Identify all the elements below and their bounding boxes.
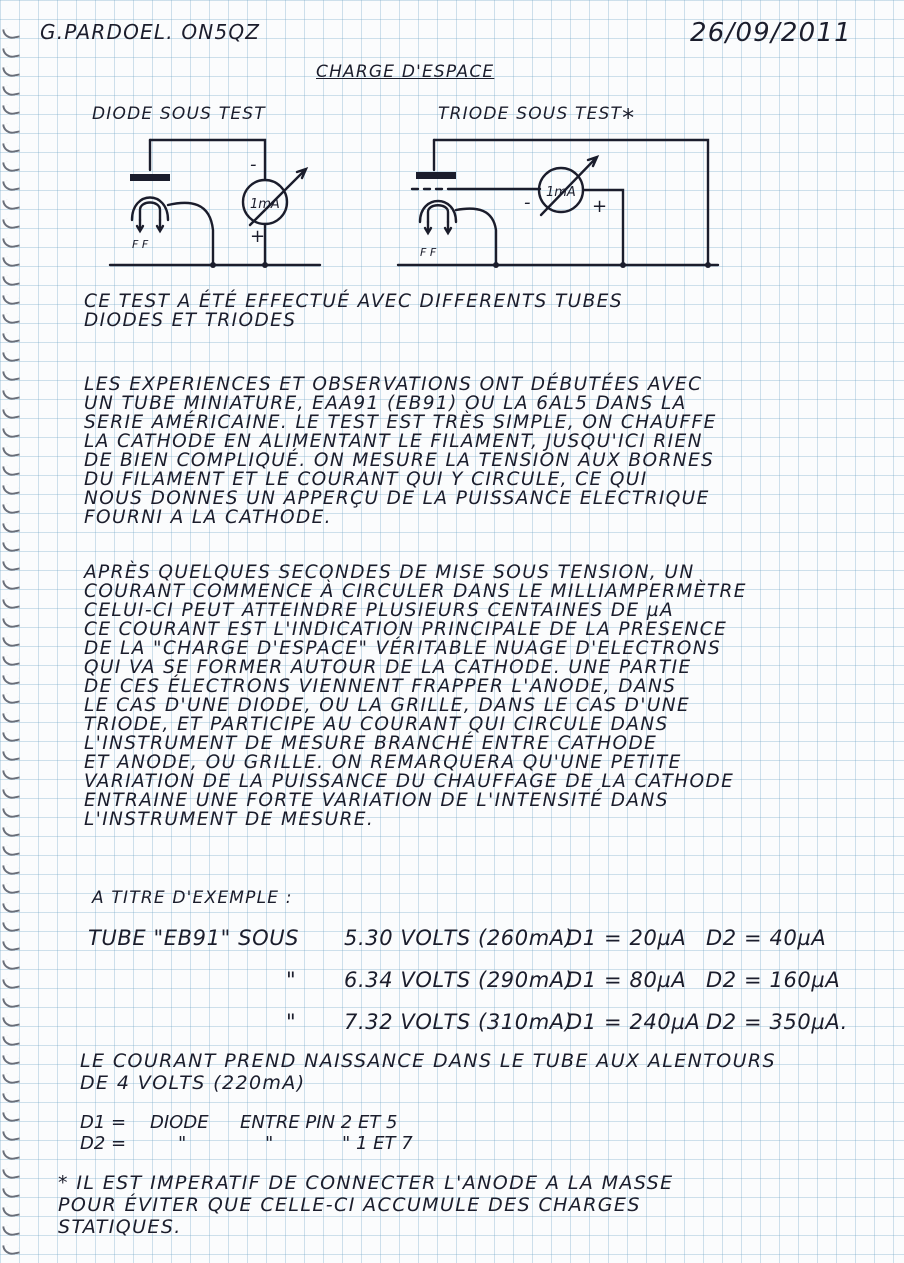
spiral-ring [2, 711, 20, 725]
spiral-ring [2, 578, 20, 592]
example-d2: D2 = 350µA. [706, 1010, 848, 1034]
author-name: G.PARDOEL. ON5QZ [40, 20, 261, 44]
spiral-ring [2, 559, 20, 573]
spiral-ring [2, 198, 20, 212]
spiral-ring [2, 27, 20, 41]
spiral-ring [2, 502, 20, 516]
filament-label: F F [420, 246, 437, 259]
triode-schematic [398, 130, 728, 270]
spiral-ring [2, 616, 20, 630]
spiral-ring [2, 901, 20, 915]
spiral-ring [2, 1129, 20, 1143]
spiral-ring [2, 122, 20, 136]
intro-paragraph: CE TEST A ÉTÉ EFFECTUÉ AVEC DIFFERENTS TUBES DIODES ET TRIODES [84, 291, 623, 331]
meter-label: 1mA [546, 185, 576, 200]
spiral-ring [2, 749, 20, 763]
spiral-ring [2, 825, 20, 839]
spiral-ring [2, 388, 20, 402]
spiral-ring [2, 84, 20, 98]
anode-plate [416, 172, 456, 179]
spiral-ring [2, 426, 20, 440]
meter-minus: - [250, 154, 257, 175]
spiral-ring [2, 46, 20, 60]
spiral-ring [2, 1243, 20, 1257]
spiral-ring [2, 407, 20, 421]
anode-plate [130, 174, 170, 181]
filament-label: F F [132, 238, 149, 251]
spiral-ring [2, 65, 20, 79]
notebook-page: G.PARDOEL. ON5QZ 26/09/2011 CHARGE D'ESPACE DIODE SOUS TEST TRIODE SOUS TEST* 1mA - + F F 1mA - + F F CE TEST A ÉTÉ EFFECTUÉ AVEC DIFFERENTS TUBES DIODES ET TRIODES LES EXPERIENCES ET OBSERVATIONS ONT DÉBUTÉES AVEC UN TUBE MINIATURE, EAA91 (EB91) OU LA 6AL5 DANS LA SERIE AMÉRICAINE. LE TEST EST TRÈS SIMPLE, ON CHAUFFE LA CATHODE EN ALIMENTANT LE FILAMENT, JUSQU'ICI RIEN DE BIEN COMPLIQUÉ. ON MESURE LA TENSION AUX BORNES DU FILAMENT ET LE COURANT QUI Y CIRCULE, CE QUI NOUS DONNES UN APPERÇU DE LA PUISSANCE ELECTRIQUE FOURNI A LA CATHODE. APRÈS QUELQUES SECONDES DE MISE SOUS TENSION, UN COURANT COMMENCE À CIRCULER DANS LE MILLIAMPERMÈTRE CELUI-CI PEUT ATTEINDRE PLUSIEURS CENTAINES DE µA CE COURANT EST L'INDICATION PRINCIPALE DE LA PRESENCE DE LA "CHARGE D'ESPACE" VÉRITABLE NUAGE D'ELECTRONS QUI VA SE FORMER AUTOUR DE LA CATHODE. UNE PARTIE DE CES ÉLECTRONS VIENNENT FRAPPER L'ANODE, DANS LE CAS D'UNE DIODE, OU LA GRILLE, DANS LE CAS D'UNE TRIODE, ET PARTICIPE AU COURANT QUI CIRCULE DANS L'INSTRUMENT DE MESURE BRANCHÉ ENTRE CATHODE ET ANODE, OU GRILLE. ON REMARQUERA QU'UNE PETITE VARIATION DE LA PUISSANCE DU CHAUFFAGE DE LA CATHODE ENTRAINE UNE FORTE VARIATION DE L'INTENSITÉ DANS L'INSTRUMENT DE MESURE. A TITRE D'EXEMPLE : TUBE "EB91" SOUS 5.30 VOLTS (260mA) D1 = 20µA D2 = 40µA " 6.34 VOLTS (290mA) D1 = 80µA D2 = 160µA " 7.32 VOLTS (310mA) D1 = 240µA D2 = 350µA. LE COURANT PREND NAISSANCE DANS LE TUBE AUX ALENTOURS DE 4 VOLTS (220mA) D1 = DIODE ENTRE PIN 2 ET 5 D2 = " " " 1 ET 7 * IL EST IMPERATIF DE CONNECTER L'ANODE A LA MASSE POUR ÉVITER QUE CELLE-CI ACCUMULE DES CHARGES STATIQUES. [0, 0, 904, 1263]
experiment-paragraph: LES EXPERIENCES ET OBSERVATIONS ONT DÉBUTÉES AVEC UN TUBE MINIATURE, EAA91 (EB91) OU LA 6AL5 DANS LA SERIE AMÉRICAINE. LE TEST EST TRÈS SIMPLE, ON CHAUFFE LA CATHODE EN ALIMENTANT LE FILAMENT, JUSQU'ICI RIEN DE BIEN COMPLIQUÉ. ON MESURE LA TENSION AUX BORNES DU FILAMENT ET LE COURANT QUI Y CIRCULE, CE QUI NOUS DONNES UN APPERÇU DE LA PUISSANCE ELECTRIQUE FOURNI A LA CATHODE. [84, 374, 717, 528]
example-d1: D1 = 80µA [566, 968, 687, 992]
example-prefix: TUBE "EB91" SOUS [88, 926, 300, 950]
diode-diagram-label: DIODE SOUS TEST [92, 104, 266, 124]
spiral-binding [0, 0, 28, 1263]
example-heading: A TITRE D'EXEMPLE : [92, 888, 293, 908]
spiral-ring [2, 274, 20, 288]
spiral-ring [2, 255, 20, 269]
asterisk-mark: * [622, 104, 636, 132]
spiral-ring [2, 331, 20, 345]
meter-label: 1mA [250, 197, 280, 212]
example-d1: D1 = 240µA [566, 1010, 701, 1034]
example-voltage: 7.32 VOLTS (310mA) [344, 1010, 574, 1034]
spiral-ring [2, 939, 20, 953]
example-prefix: " [286, 1010, 297, 1034]
spiral-ring [2, 350, 20, 364]
spiral-ring [2, 1053, 20, 1067]
spiral-ring [2, 521, 20, 535]
spiral-ring [2, 1167, 20, 1181]
spiral-ring [2, 1186, 20, 1200]
spiral-ring [2, 597, 20, 611]
diode-schematic [110, 130, 330, 270]
meter-minus: - [524, 192, 531, 213]
spiral-ring [2, 1072, 20, 1086]
spiral-ring [2, 882, 20, 896]
footnote-paragraph: * IL EST IMPERATIF DE CONNECTER L'ANODE A LA MASSE POUR ÉVITER QUE CELLE-CI ACCUMULE DES CHARGES STATIQUES. [58, 1172, 674, 1238]
spiral-ring [2, 654, 20, 668]
spiral-ring [2, 1110, 20, 1124]
spiral-ring [2, 103, 20, 117]
spiral-ring [2, 768, 20, 782]
example-voltage: 6.34 VOLTS (290mA) [344, 968, 574, 992]
spiral-ring [2, 1205, 20, 1219]
spiral-ring [2, 540, 20, 554]
example-prefix: " [286, 968, 297, 992]
example-d2: D2 = 40µA [706, 926, 827, 950]
spiral-ring [2, 1148, 20, 1162]
spiral-ring [2, 1091, 20, 1105]
spiral-ring [2, 141, 20, 155]
spiral-ring [2, 483, 20, 497]
spiral-ring [2, 806, 20, 820]
page-title: CHARGE D'ESPACE [316, 62, 495, 82]
spiral-ring [2, 1034, 20, 1048]
onset-paragraph: LE COURANT PREND NAISSANCE DANS LE TUBE AUX ALENTOURS DE 4 VOLTS (220mA) [80, 1050, 776, 1094]
spiral-ring [2, 863, 20, 877]
triode-diagram-label: TRIODE SOUS TEST* [438, 104, 636, 132]
spiral-ring [2, 673, 20, 687]
example-d2: D2 = 160µA [706, 968, 841, 992]
meter-plus: + [250, 226, 266, 247]
spiral-ring [2, 312, 20, 326]
spiral-ring [2, 236, 20, 250]
cathode [132, 198, 168, 221]
spiral-ring [2, 920, 20, 934]
spiral-ring [2, 179, 20, 193]
example-d1: D1 = 20µA [566, 926, 687, 950]
filament [140, 203, 160, 221]
spiral-ring [2, 445, 20, 459]
date: 26/09/2011 [690, 18, 852, 48]
space-charge-paragraph: APRÈS QUELQUES SECONDES DE MISE SOUS TENSION, UN COURANT COMMENCE À CIRCULER DANS LE MILLIAMPERMÈTRE CELUI-CI PEUT ATTEINDRE PLUSIEURS CENTAINES DE µA CE COURANT EST L'INDICATION PRINCIPALE DE LA PRESENCE DE LA "CHARGE D'ESPACE" VÉRITABLE NUAGE D'ELECTRONS QUI VA SE FORMER AUTOUR DE LA CATHODE. UNE PARTIE DE CES ÉLECTRONS VIENNENT FRAPPER L'ANODE, DANS LE CAS D'UNE DIODE, OU LA GRILLE, DANS LE CAS D'UNE TRIODE, ET PARTICIPE AU COURANT QUI CIRCULE DANS L'INSTRUMENT DE MESURE BRANCHÉ ENTRE CATHODE ET ANODE, OU GRILLE. ON REMARQUERA QU'UNE PETITE VARIATION DE LA PUISSANCE DU CHAUFFAGE DE LA CATHODE ENTRAINE UNE FORTE VARIATION DE L'INTENSITÉ DANS L'INSTRUMENT DE MESURE. [84, 562, 747, 830]
spiral-ring [2, 160, 20, 174]
example-voltage: 5.30 VOLTS (260mA) [344, 926, 574, 950]
spiral-ring [2, 996, 20, 1010]
spiral-ring [2, 464, 20, 478]
spiral-ring [2, 1224, 20, 1238]
spiral-ring [2, 844, 20, 858]
spiral-ring [2, 730, 20, 744]
spiral-ring [2, 293, 20, 307]
spiral-ring [2, 217, 20, 231]
spiral-ring [2, 977, 20, 991]
spiral-ring [2, 958, 20, 972]
spiral-ring [2, 635, 20, 649]
meter-plus: + [592, 196, 608, 217]
spiral-ring [2, 787, 20, 801]
spiral-ring [2, 692, 20, 706]
spiral-ring [2, 369, 20, 383]
spiral-ring [2, 1015, 20, 1029]
